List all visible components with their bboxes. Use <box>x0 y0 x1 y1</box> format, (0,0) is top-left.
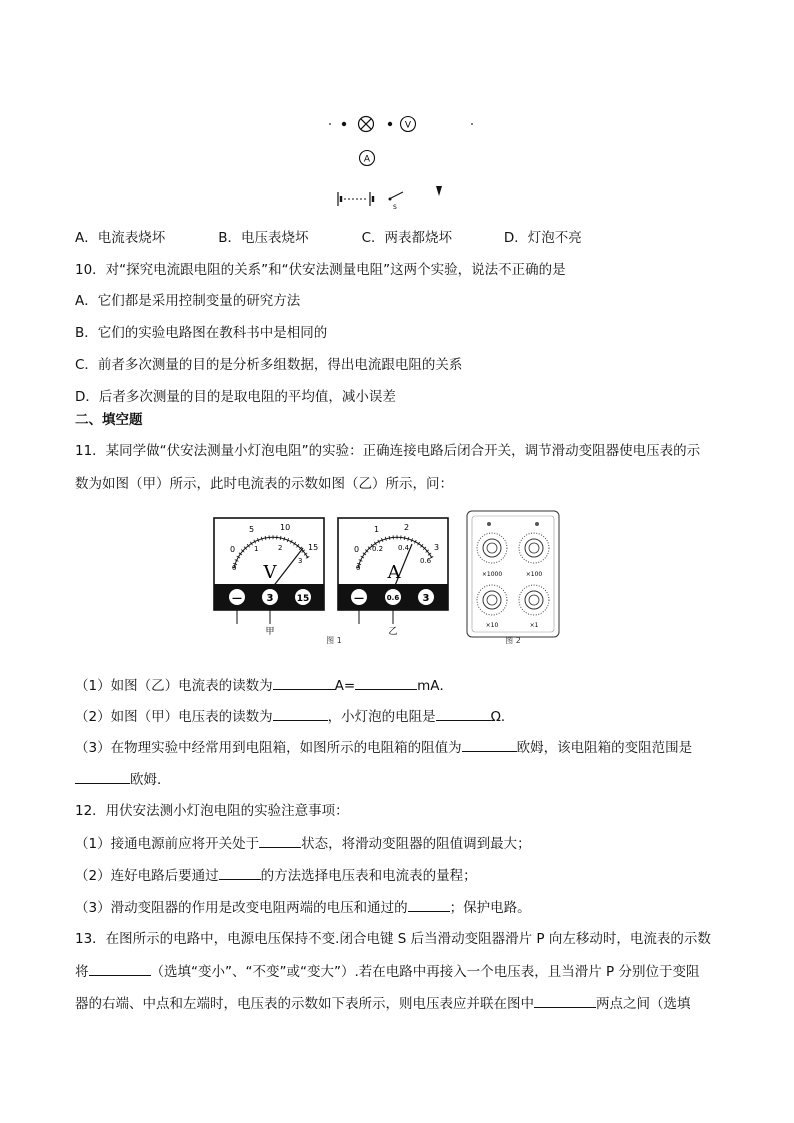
q12-part1 <box>75 833 531 854</box>
answer-blank[interactable] <box>219 865 261 880</box>
ammeter-unit: A <box>387 562 401 583</box>
voltmeter-upper-tick: 15 <box>308 543 319 552</box>
ammeter-lower-tick: 0.2 <box>372 545 384 553</box>
answer-blank[interactable] <box>273 706 328 721</box>
voltmeter-lower-tick: 0 <box>232 564 237 572</box>
q9-option-c: C．两表都烧坏 <box>361 230 453 246</box>
voltmeter-terminal: 15 <box>296 594 310 604</box>
answer-blank[interactable] <box>259 833 301 848</box>
answer-blank[interactable] <box>89 961 151 976</box>
ammeter-terminal: 0.6 <box>386 594 400 602</box>
voltmeter-terminal: — <box>232 593 242 604</box>
answer-blank[interactable] <box>273 675 335 690</box>
multiplier-label: ×1 <box>529 622 539 629</box>
ammeter-upper-tick: 0 <box>354 545 360 554</box>
ammeter-lower-tick: 0.6 <box>420 557 432 565</box>
multiplier-label: ×100 <box>525 571 543 578</box>
q11-part1 <box>75 675 453 696</box>
q12-part1-text2: 状态，将滑动变阻器的阻值调到最大； <box>301 836 531 852</box>
voltmeter-dial <box>214 518 324 637</box>
q10-option-d: D．后者多次测量的目的是取电阻的平均值，减小误差 <box>75 389 396 405</box>
q9-option-a: A．电流表烧坏 <box>75 230 166 246</box>
q10-stem: 10．对“探究电流跟电阻的关系”和“伏安法测量电阻”这两个实验，说法不正确的是 <box>75 262 566 278</box>
ammeter-lower-tick: 0.4 <box>398 544 410 552</box>
answer-blank[interactable] <box>436 706 491 721</box>
battery-icon <box>338 192 373 206</box>
answer-blank[interactable] <box>408 897 450 912</box>
answer-blank[interactable] <box>462 737 517 752</box>
multiplier-label: ×10 <box>485 622 499 629</box>
voltmeter-symbol: V <box>404 120 412 131</box>
ammeter-dial <box>338 518 448 637</box>
q13-line2-text: 将 <box>75 964 89 980</box>
q9-option-b: B．电压表烧坏 <box>218 230 309 246</box>
ammeter-upper-tick: 1 <box>374 525 380 534</box>
q12-part3-text: （3）滑动变阻器的作用是改变电阻两端的电压和通过的 <box>75 900 408 916</box>
q12-part2-text: （2）连好电路后要通过 <box>75 868 219 884</box>
answer-blank[interactable] <box>355 675 417 690</box>
voltmeter-lower-tick: 3 <box>298 557 303 565</box>
q13-line3-text: 器的右端、中点和左端时，电压表的示数如下表所示，则电压表应并联在图中 <box>75 996 534 1012</box>
q11-part1-unit2: mA． <box>417 678 454 694</box>
q11-part3-cont <box>75 769 171 790</box>
multiplier-label: ×1000 <box>481 571 503 578</box>
q12-stem: 12．用伏安法测小灯泡电阻的实验注意事项： <box>75 803 349 819</box>
q12-part3-text2: ；保护电路。 <box>449 900 531 916</box>
q10-option-b: B．它们的实验电路图在教科书中是相同的 <box>75 325 328 341</box>
voltmeter-lower-tick: 1 <box>254 545 259 553</box>
switch-icon <box>389 192 404 211</box>
ammeter-terminal: — <box>354 593 364 604</box>
arrow-marker <box>436 186 442 196</box>
q11-part2-unit: Ω． <box>490 709 515 725</box>
q11-part2 <box>75 706 514 727</box>
q10-option-c: C．前者多次测量的目的是分析多组数据，得出电流跟电阻的关系 <box>75 357 463 373</box>
q11-part3-unit: 欧姆． <box>130 772 171 788</box>
q11-part3-text2: 欧姆，该电阻箱的变阻范围是 <box>516 740 693 756</box>
figure-1-caption: 图 1 <box>326 636 342 644</box>
voltmeter-upper-tick: 10 <box>280 523 291 532</box>
voltmeter-upper-tick: 5 <box>249 525 255 534</box>
q9-options <box>75 228 582 248</box>
answer-blank[interactable] <box>534 993 596 1008</box>
ammeter-terminal: 3 <box>422 593 430 604</box>
answer-blank[interactable] <box>75 769 130 784</box>
ammeter-lower-tick: 0 <box>356 564 361 572</box>
q13-line3-text2: 两点之间（选填 <box>596 996 691 1012</box>
q13-stem-line1: 13．在图所示的电路中，电源电压保持不变.闭合电键 S 后当滑动变阻器滑片 P 向左移动时，电流表的示数 <box>75 931 711 947</box>
q11-part1-unit: A= <box>334 678 356 694</box>
ammeter-icon <box>360 151 375 166</box>
voltmeter-lower-tick: 2 <box>278 544 283 552</box>
voltmeter-label: 甲 <box>265 627 275 637</box>
q13-stem-line2 <box>75 961 699 982</box>
voltmeter-unit: V <box>263 562 277 583</box>
q12-part2 <box>75 865 477 886</box>
q11-stem-line2: 数为如图（甲）所示，此时电流表的示数如图（乙）所示，问： <box>75 476 453 492</box>
ammeter-upper-tick: 3 <box>434 543 440 552</box>
switch-label: S <box>393 204 397 211</box>
q11-stem-line1: 11．某同学做“伏安法测量小灯泡电阻”的实验：正确连接电路后闭合开关，调节滑动变阻器使电压表的示 <box>75 443 701 459</box>
q9-option-d: D．灯泡不亮 <box>503 230 582 246</box>
q11-part2-text2: ，小灯泡的电阻是 <box>327 709 436 725</box>
figure-2-caption: 图 2 <box>505 636 521 644</box>
q12-part1-text: （1）接通电源前应将开关处于 <box>75 836 260 852</box>
q11-part1-text: （1）如图（乙）电流表的读数为 <box>75 678 273 694</box>
ammeter-label: 乙 <box>388 627 398 637</box>
lamp-icon <box>359 117 374 132</box>
q11-part3 <box>75 737 692 758</box>
q10-option-a: A．它们都是采用控制变量的研究方法 <box>75 293 301 309</box>
ammeter-upper-tick: 2 <box>404 523 410 532</box>
figure-1-meters <box>212 516 452 644</box>
figure-2-resistance-box <box>466 510 562 644</box>
voltmeter-upper-tick: 0 <box>230 545 236 554</box>
q13-line2-text2: （选填“变小”、“不变”或“变大”）.若在电路中再接入一个电压表，且当滑片 P 分别位于变阻 <box>150 964 700 980</box>
q12-part3 <box>75 897 531 918</box>
ammeter-symbol: A <box>363 154 371 165</box>
q11-part2-text: （2）如图（甲）电压表的读数为 <box>75 709 273 725</box>
voltmeter-icon <box>401 117 416 132</box>
voltmeter-terminal: 3 <box>266 593 274 604</box>
section-heading: 二、填空题 <box>75 412 143 428</box>
q12-part2-text2: 的方法选择电压表和电流表的量程； <box>260 868 477 884</box>
q13-stem-line3 <box>75 993 691 1014</box>
q11-part3-text: （3）在物理实验中经常用到电阻箱，如图所示的电阻箱的阻值为 <box>75 740 462 756</box>
q9-circuit-diagram <box>320 108 480 212</box>
